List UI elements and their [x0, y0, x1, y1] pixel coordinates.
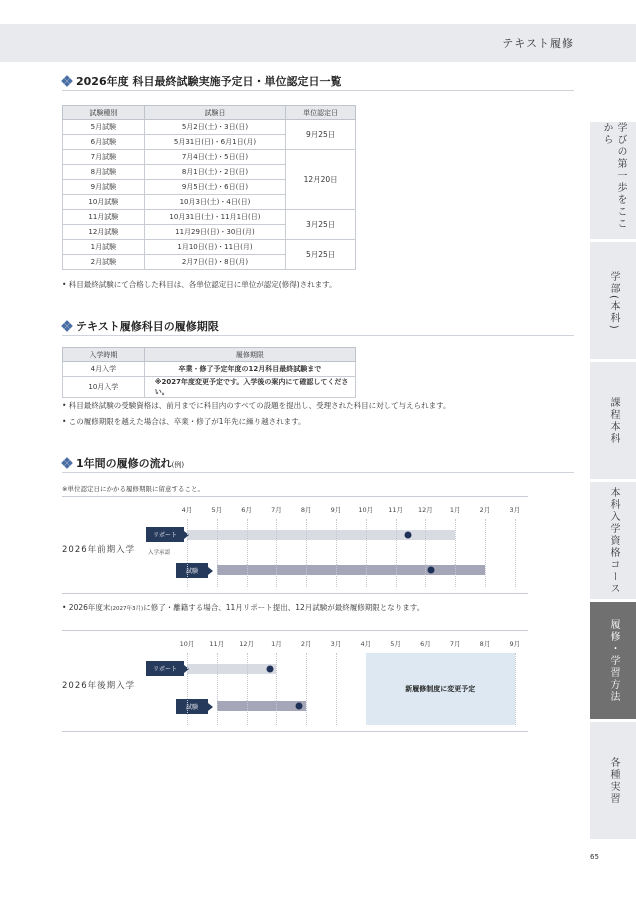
exam-type-cell: 11月試験: [63, 210, 145, 225]
month-gridline: [276, 519, 277, 587]
report-tag: リポート: [146, 661, 184, 676]
exam-date-cell: 2月7日(日)・8日(月): [144, 255, 286, 270]
table-header-cell: 試験種別: [63, 106, 145, 120]
month-gridline: [217, 653, 218, 725]
exam-date-cell: 10月31日(土)・11月1日(日): [144, 210, 286, 225]
table-row: [63, 120, 356, 135]
enroll-approval-label: 入学承認: [148, 550, 171, 556]
month-gridline: [515, 653, 516, 725]
side-tab-study-method[interactable]: [590, 602, 636, 719]
deadline-cell: 卒業・修了予定年度の12月科目最終試験まで: [144, 362, 355, 377]
month-gridline: [187, 519, 188, 587]
credit-date-cell: 5月25日: [286, 240, 356, 270]
exam-type-cell: 12月試験: [63, 225, 145, 240]
month-label: 8月: [479, 640, 491, 648]
month-label: 11月: [209, 640, 225, 648]
exam-type-cell: 1月試験: [63, 240, 145, 255]
side-tab-label: 本科入学資格コース: [608, 486, 619, 595]
month-gridline: [425, 519, 426, 587]
diamond-cluster-icon: [62, 321, 72, 331]
diamond-cluster-icon: [62, 458, 72, 468]
month-label: 7月: [271, 506, 282, 514]
month-gridline: [247, 653, 248, 725]
table-header-cell: 単位認定日: [286, 106, 356, 120]
table-header-cell: 入学時期: [63, 348, 145, 362]
enroll-period-cell: 10月入学: [63, 377, 145, 398]
month-gridline: [396, 519, 397, 587]
deadline-table: [62, 347, 356, 398]
report-period-bar: [187, 530, 455, 540]
credit-note: • 科目最終試験にて合格した科目は、各単位認定日に単位が認定(修得)されます。: [62, 280, 337, 289]
side-tab-practicum[interactable]: [590, 722, 636, 839]
month-gridline: [336, 653, 337, 725]
row-label: 2026年前期入学: [62, 545, 136, 555]
credit-date-cell: 3月25日: [286, 210, 356, 240]
exam-schedule-table: [62, 105, 356, 270]
month-gridline: [306, 653, 307, 725]
report-deadline-dot: [267, 666, 274, 673]
exam-date-cell: 11月29日(日)・30日(月): [144, 225, 286, 240]
month-gridline: [187, 653, 188, 725]
month-label: 7月: [449, 640, 461, 648]
month-label: 2月: [479, 506, 491, 514]
month-label: 10月: [358, 506, 374, 514]
exam-type-cell: 6月試験: [63, 135, 145, 150]
exam-period-bar: [217, 701, 306, 711]
section-title-exam-schedule: 2026年度 科目最終試験実施予定日・単位認定日一覧: [62, 73, 341, 89]
credit-date-cell: 12月20日: [286, 150, 356, 210]
exam-tag: 試験: [176, 563, 208, 578]
side-tab-course[interactable]: [590, 362, 636, 479]
credit-date-cell: 9月25日: [286, 120, 356, 150]
month-label: 11月: [388, 506, 403, 514]
month-label: 1月: [449, 506, 461, 514]
exam-type-cell: 10月試験: [63, 195, 145, 210]
flow-chart-second-half: [62, 630, 528, 732]
month-gridline: [276, 653, 277, 725]
month-gridline: [515, 519, 516, 587]
report-deadline-dot: [404, 532, 411, 539]
side-tab-first-step[interactable]: [590, 122, 636, 239]
table-header-cell: 履修期限: [144, 348, 355, 362]
table-row: [63, 362, 356, 377]
month-gridline: [485, 519, 486, 587]
side-tab-qualification[interactable]: [590, 482, 636, 599]
side-tab-label: 学部(本科): [608, 270, 619, 331]
table-header-row: [63, 106, 356, 120]
exam-date-cell: 1月10日(日)・11日(月): [144, 240, 286, 255]
month-label: 10月: [179, 640, 195, 648]
title-rule: [62, 335, 574, 336]
table-row: [63, 210, 356, 225]
exam-date-cell: 5月2日(土)・3日(日): [144, 120, 286, 135]
report-period-bar: [187, 664, 276, 674]
exam-deadline-dot: [428, 567, 435, 574]
month-label: 2月: [300, 640, 312, 648]
diamond-cluster-icon: [62, 76, 72, 86]
table-header-row: [63, 348, 356, 362]
month-label: 9月: [330, 506, 342, 514]
side-tab-label: 課程本科: [608, 396, 619, 445]
month-label: 6月: [420, 640, 431, 648]
exam-date-cell: 9月5日(土)・6日(日): [144, 180, 286, 195]
section-title-flow: 1年間の履修の流れ(例): [62, 455, 184, 471]
section-title-deadline: テキスト履修科目の履修期限: [62, 318, 219, 334]
exam-type-cell: 2月試験: [63, 255, 145, 270]
exam-period-bar: [217, 565, 485, 575]
exam-date-cell: 7月4日(土)・5日(日): [144, 150, 286, 165]
month-label: 5月: [390, 640, 401, 648]
exam-date-cell: 8月1日(土)・2日(日): [144, 165, 286, 180]
side-tab-label: 履修・学習方法: [608, 618, 619, 703]
month-label: 4月: [181, 506, 193, 514]
month-gridline: [247, 519, 248, 587]
enroll-period-cell: 4月入学: [63, 362, 145, 377]
carryover-note: • この履修期限を越えた場合は、卒業・修了が1年先に繰り越されます。: [62, 417, 306, 426]
final-deadline-note: • 2026年度末(2027年3月)に修了・離籍する場合、11月リポート提出、12月試験が最終履修期限となります。: [62, 603, 425, 612]
eligibility-note: • 科目最終試験の受験資格は、前月までに科目内のすべての設題を提出し、受理された科目に対して与えられます。: [62, 401, 451, 410]
page-number: 65: [590, 853, 599, 861]
month-gridline: [455, 519, 456, 587]
month-label: 12月: [239, 640, 254, 648]
exam-deadline-dot: [295, 703, 302, 710]
side-tab-label: 各種実習: [608, 756, 619, 805]
month-label: 4月: [360, 640, 372, 648]
exam-tag: 試験: [176, 699, 208, 714]
deadline-cell: ※2027年度変更予定です。入学後の案内にて確認してください。: [144, 377, 355, 398]
table-row: [63, 377, 356, 398]
month-label: 6月: [241, 506, 252, 514]
row-label: 2026年後期入学: [62, 681, 136, 691]
month-gridline: [336, 519, 337, 587]
month-gridline: [366, 519, 367, 587]
report-tag: リポート: [146, 527, 184, 542]
exam-type-cell: 8月試験: [63, 165, 145, 180]
flow-chart-first-half: [62, 496, 528, 594]
title-rule: [62, 90, 574, 91]
flow-caution-note: ※単位認定日にかかる履修期限に留意すること。: [62, 485, 204, 493]
exam-type-cell: 5月試験: [63, 120, 145, 135]
month-label: 1月: [271, 640, 282, 648]
side-tab-faculty[interactable]: [590, 242, 636, 359]
month-label: 3月: [330, 640, 342, 648]
exam-type-cell: 9月試験: [63, 180, 145, 195]
table-header-cell: 試験日: [144, 106, 286, 120]
table-row: [63, 150, 356, 165]
month-label: 12月: [418, 506, 433, 514]
exam-type-cell: 7月試験: [63, 150, 145, 165]
month-label: 9月: [509, 640, 521, 648]
side-tab-label: 学びの第一歩をここから: [601, 122, 626, 230]
new-system-area: 新履修制度に変更予定: [366, 653, 515, 725]
exam-date-cell: 5月31日(日)・6月1日(月): [144, 135, 286, 150]
month-gridline: [306, 519, 307, 587]
month-label: 3月: [509, 506, 521, 514]
exam-date-cell: 10月3日(土)・4日(日): [144, 195, 286, 210]
month-label: 8月: [300, 506, 312, 514]
month-label: 5月: [211, 506, 223, 514]
table-row: [63, 240, 356, 255]
header-title: テキスト履修: [502, 37, 574, 50]
month-gridline: [217, 519, 218, 587]
title-rule: [62, 472, 574, 473]
